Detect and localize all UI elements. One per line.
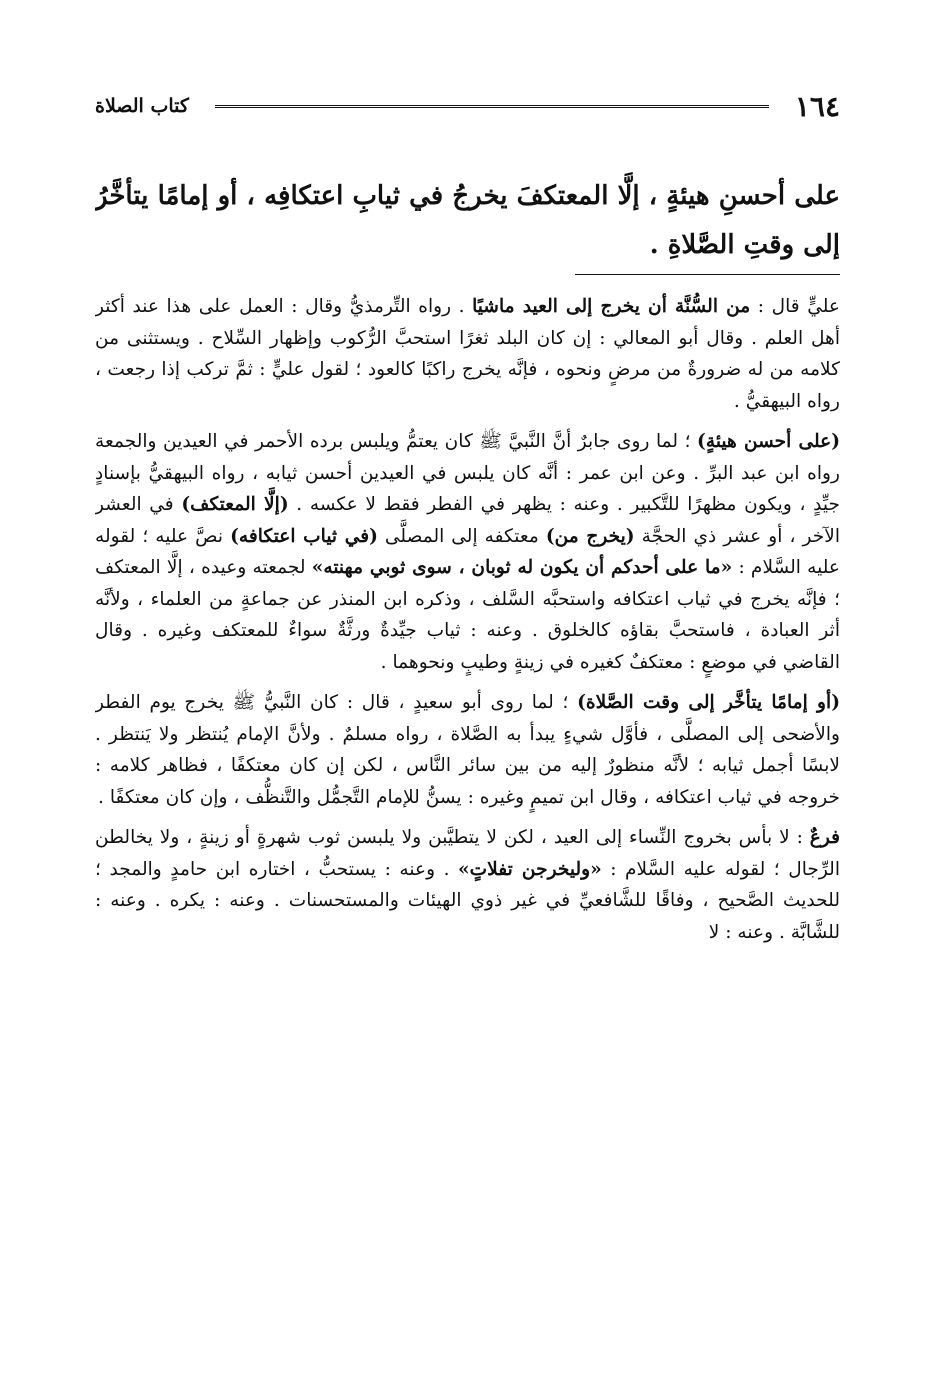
text-run: ؛ لما روى جابرٌ أنَّ النَّبيَّ ﷺ كان يعتمُّ ويلبس برده الأحمر في العيدين والجمعة رواه ابن عبد البرِّ . وعن ابن عمر : أنَّه كان يلبس في العيدين أحسن ثيابه ، رواه البيهقيُّ بإسنادٍ جيِّدٍ ، ويكون مظهرًا للتَّكبير . وعنه : يظهر في الفطر فقط لا عكسه . — [95, 431, 840, 515]
bold-text-run: (على أحسن هيئةٍ) — [697, 431, 840, 452]
text-run: معتكفه إلى المصلَّى — [377, 525, 546, 547]
bold-text-run: (يخرج من) — [545, 525, 635, 547]
text-run: . رواه التِّرمذيُّ وقال : العمل على هذا عند أكثر أهل العلم . وقال أبو المعالي : إن كان البلد ثغرًا استحبَّ الرُّكوب وإظهار السِّلاح . ويستثنى من كلامه من له ضرورةٌ من مرضٍ ونحوه ، فإنَّه يخرج راكبًا كالعود ؛ لقول عليٍّ : ثمَّ تركب إذا رجعت ، رواه البيهقيُّ . — [95, 296, 840, 412]
text-run: لجمعته وعيده ، إلَّا المعتكف ؛ فإنَّه يخرج في ثياب اعتكافه واستحبَّه السَّلف ، وذكره ابن المنذر عن جماعةٍ من العلماء ، ولأنَّه أثر العبادة ، فاستحبَّ بقاؤه كالخلوق . وعنه : ثياب جيِّدةٌ ورثَّةٌ سواءٌ للمعتكف وغيره . وقال القاضي في موضعٍ : معتكفٌ كغيره في زينةٍ وطيبٍ ونحوهما . — [95, 557, 840, 673]
bold-text-run: (إلَّا المعتكف) — [181, 494, 289, 515]
text-run: نصَّ عليه ؛ لقوله عليه السَّلام : — [95, 525, 840, 578]
commentary-paragraph — [95, 687, 840, 813]
text-run: ؛ لما روى أبو سعيدٍ ، قال : كان النَّبيُّ ﷺ يخرج يوم الفطر والأضحى إلى المصلَّى ، فأوَّل شيءٍ يبدأ به الصَّلاة ، رواه مسلمٌ . ولأنَّ الإمام يُنتظر ولا يَنتظر . لابسًا أجمل ثيابه ؛ لأنَّه منظورٌ إليه من بين سائر النَّاس ، لكن إن كان معتكفًا ، فظاهر كلامه : خروجه في ثياب اعتكافه ، وقال ابن تميمٍ وغيره : يسنُّ للإمام التَّجمُّل والتَّنظُّف ، وإن كان معتكفًا . — [95, 692, 840, 808]
commentary-paragraph — [95, 291, 840, 417]
bold-text-run: «وليخرجن تفلاتٍ» — [458, 858, 602, 880]
bold-text-run: «ما على أحدكم أن يكون له ثوبان ، سوى ثوبي مهنته» — [311, 557, 733, 578]
book-page — [95, 88, 840, 1328]
commentary-paragraph — [95, 426, 840, 678]
commentary-paragraph — [95, 822, 840, 948]
commentary — [95, 291, 840, 948]
text-run: عليٍّ قال : — [750, 296, 840, 317]
bold-text-run: فرعٌ — [809, 827, 840, 848]
matn-text: على أحسنِ هيئةٍ ، إلَّا المعتكفَ يخرجُ في ثيابِ اعتكافِه ، أو إمامًا يتأخَّرُ إلى وقتِ الصَّلاةِ . — [95, 181, 840, 260]
text-run: في العشر الآخر ، أو عشر ذي الحجَّة — [95, 494, 840, 547]
header-rule — [215, 105, 769, 108]
bold-text-run: (في ثياب اعتكافه) — [230, 525, 378, 547]
bold-text-run: (أو إمامًا يتأخَّر إلى وقت الصَّلاة) — [577, 692, 840, 713]
matn-separator-rule — [575, 274, 840, 275]
text-run: : لا بأس بخروج النِّساء إلى العيد ، لكن لا يتطيَّبن ولا يلبسن ثوب شهرةٍ أو زينةٍ ، ولا يخالطن الرِّجال ؛ لقوله عليه السَّلام : — [95, 827, 840, 880]
page-number: ١٦٤ — [794, 89, 840, 123]
running-title: كتاب الصلاة — [95, 95, 189, 117]
bold-text-run: من السُّنَّة أن يخرج إلى العيد ماشيًا — [472, 296, 751, 317]
page-header — [95, 88, 840, 124]
text-run: . وعنه : يستحبُّ ، اختاره ابن حامدٍ والمجد ؛ للحديث الصَّحيح ، وفاقًا للشَّافعيِّ في غير ذوي الهيئات والمستحسنات . وعنه : يكره . وعنه : للشَّابَّة . وعنه : لا — [95, 858, 840, 943]
